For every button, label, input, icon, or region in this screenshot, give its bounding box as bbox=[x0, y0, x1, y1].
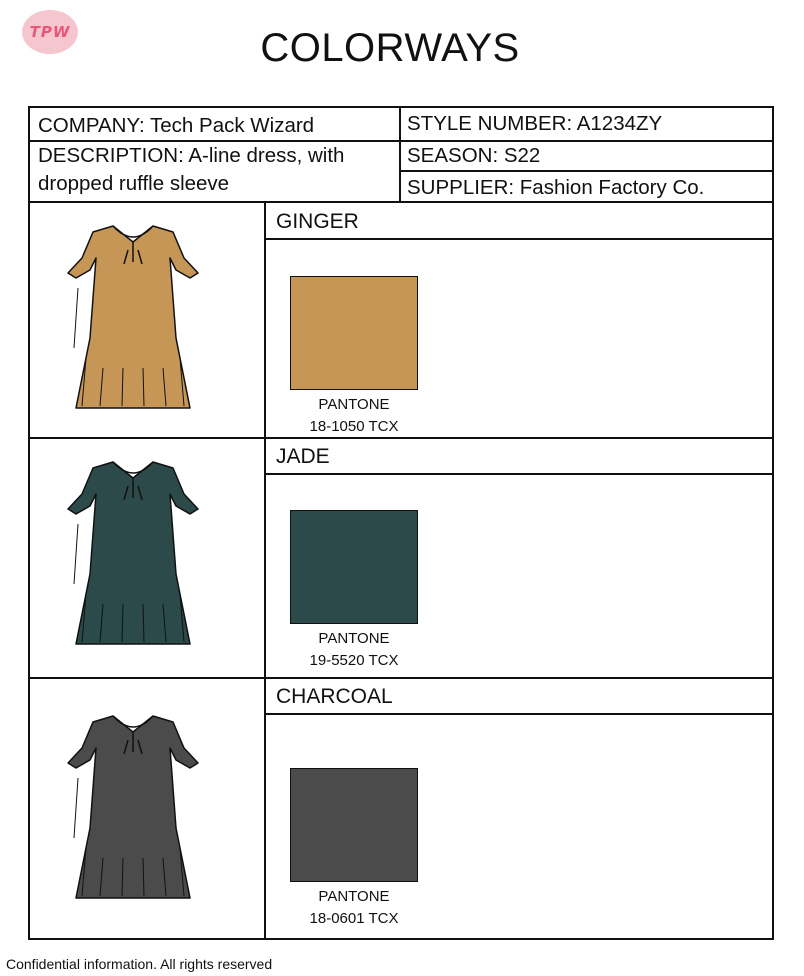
dress-sketch-icon bbox=[58, 218, 208, 418]
pantone-label: PANTONE bbox=[318, 396, 390, 413]
divider bbox=[266, 473, 772, 475]
pantone-info bbox=[264, 628, 444, 672]
divider bbox=[264, 201, 266, 938]
color-swatch bbox=[290, 276, 418, 390]
dress-sketch-icon bbox=[58, 708, 208, 908]
season-field: SEASON: S22 bbox=[407, 144, 541, 167]
divider bbox=[30, 677, 772, 679]
confidential-footer: Confidential information. All rights reserved bbox=[6, 956, 273, 972]
divider bbox=[266, 238, 772, 240]
color-swatch bbox=[290, 510, 418, 624]
page-title: COLORWAYS bbox=[260, 26, 520, 70]
pantone-label: PANTONE bbox=[318, 888, 390, 905]
divider bbox=[399, 108, 401, 203]
dress-sketch-icon bbox=[58, 454, 208, 654]
pantone-code: 19-5520 TCX bbox=[309, 652, 399, 669]
company-field: COMPANY: Tech Pack Wizard bbox=[38, 114, 315, 137]
supplier-field: SUPPLIER: Fashion Factory Co. bbox=[407, 176, 705, 199]
logo-text: TPW bbox=[29, 23, 71, 41]
color-swatch bbox=[290, 768, 418, 882]
colorways-sheet bbox=[28, 106, 774, 940]
pantone-code: 18-1050 TCX bbox=[309, 418, 399, 435]
pantone-info bbox=[264, 886, 444, 930]
pantone-code: 18-0601 TCX bbox=[309, 910, 399, 927]
divider bbox=[400, 170, 772, 172]
description-field: DESCRIPTION: A-line dress, with dropped ruffle sleeve bbox=[38, 144, 345, 195]
colorway-name: GINGER bbox=[276, 210, 359, 233]
pantone-info bbox=[264, 394, 444, 438]
divider bbox=[266, 713, 772, 715]
style-number-field: STYLE NUMBER: A1234ZY bbox=[407, 112, 663, 135]
pantone-label: PANTONE bbox=[318, 630, 390, 647]
colorway-name: CHARCOAL bbox=[276, 685, 393, 708]
colorway-name: JADE bbox=[276, 445, 330, 468]
